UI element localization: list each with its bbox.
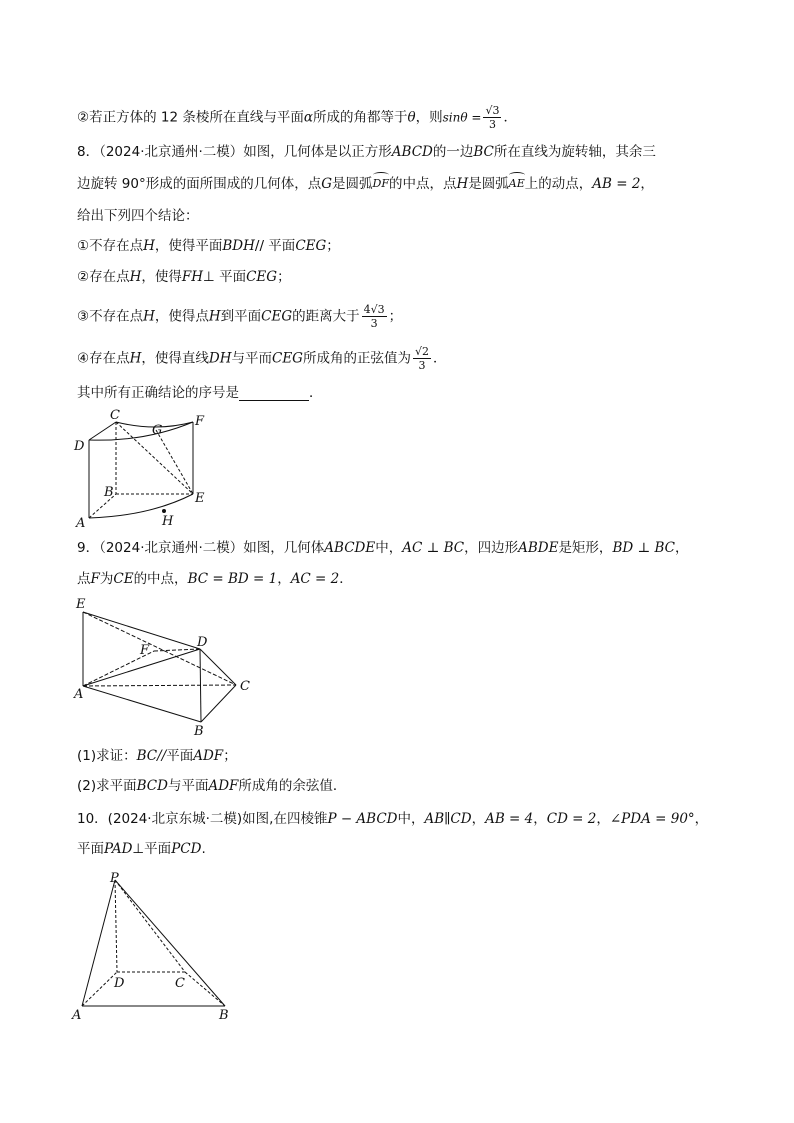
label-p: P bbox=[110, 871, 119, 886]
q8-conclusion-4: ④存在点H，使得直线DH与平而CEG所成角的正弦值为 $\frac{√2}{3}$ ． bbox=[77, 345, 447, 372]
q8-line-1: 8．（2024·北京通州·二模）如图，几何体是以正方形ABCD的一边BC所在直线为旋转轴，其余三 bbox=[77, 144, 656, 160]
edge-pa bbox=[82, 880, 115, 1006]
edge-ec bbox=[83, 612, 236, 685]
label-f: F bbox=[195, 414, 205, 429]
point-h bbox=[162, 509, 166, 513]
arc-df: DF bbox=[373, 175, 389, 193]
label-f: F bbox=[140, 643, 150, 658]
q8-figure bbox=[70, 408, 220, 530]
four-sqrt3-over-3-fraction: $\frac{4√3}{3}$ bbox=[363, 303, 385, 330]
sin-expression: sinθ = bbox=[442, 110, 482, 125]
edge-ge bbox=[156, 430, 193, 494]
stmt2-then: ，则 bbox=[415, 109, 443, 126]
theta-symbol: θ bbox=[407, 109, 416, 126]
q8-line-2: 边旋转 90°形成的面所围成的几何体，点G是圆弧DF的中点，点H是圆弧AE上的动点，AB = 2， bbox=[77, 176, 654, 192]
label-h: H bbox=[162, 514, 174, 529]
alpha-symbol: α bbox=[303, 109, 313, 126]
q10-figure bbox=[68, 866, 248, 1026]
edge-pc bbox=[115, 880, 185, 972]
label-a: A bbox=[72, 1008, 82, 1023]
label-d: D bbox=[197, 635, 208, 650]
answer-blank[interactable] bbox=[239, 386, 309, 401]
edge-cb bbox=[185, 972, 225, 1006]
q8-conclusion-1: ①不存在点H，使得平面BDH// 平面CEG； bbox=[77, 238, 340, 254]
sqrt2-over-3-fraction: $\frac{√2}{3}$ bbox=[414, 345, 429, 372]
q8-question: 其中所有正确结论的序号是 ． bbox=[77, 385, 323, 401]
stmt2-end: ． bbox=[503, 109, 517, 126]
statement-2 bbox=[77, 104, 517, 131]
stmt2-mid: 所成的角都等于 bbox=[313, 109, 408, 126]
label-d: D bbox=[74, 439, 85, 454]
edge-ad bbox=[82, 972, 117, 1006]
q9-figure bbox=[70, 594, 260, 740]
label-b: B bbox=[219, 1008, 229, 1023]
q10-line-1: 10．(2024·北京东城·二模)如图,在四棱锥P − ABCD中，AB∥CD，AB = 4，CD = 2，∠PDA = 90°， bbox=[77, 811, 709, 827]
q9-line-1: 9．（2024·北京通州·二模）如图，几何体ABCDE中，AC ⊥ BC，四边形ABDE是矩形，BD ⊥ BC， bbox=[77, 540, 689, 556]
label-b: B bbox=[104, 485, 114, 500]
edge-pb bbox=[115, 880, 225, 1006]
sqrt3-over-3-fraction: $\frac{√3}{3}$ bbox=[485, 104, 500, 131]
q9-sub-2: (2)求平面BCD与平面ADF所成角的余弦值． bbox=[77, 778, 347, 794]
arc-ae: AE bbox=[509, 175, 525, 193]
edge-dc bbox=[200, 649, 236, 685]
edge-ac bbox=[83, 685, 236, 686]
label-a: A bbox=[74, 687, 84, 702]
label-c: C bbox=[110, 408, 120, 423]
q8-conclusion-3: ③不存在点H，使得点H到平面CEG的距离大于 $\frac{4√3}{3}$ ； bbox=[77, 303, 403, 330]
label-e: E bbox=[195, 491, 205, 506]
edge-dc bbox=[89, 422, 116, 440]
q8-conclusion-2: ②存在点H，使得FH⊥ 平面CEG； bbox=[77, 269, 291, 285]
arc-dgf-front bbox=[89, 422, 193, 440]
label-c: C bbox=[240, 679, 250, 694]
label-e: E bbox=[76, 597, 86, 612]
edge-bc bbox=[201, 685, 236, 722]
q10-line-2: 平面PAD⊥平面PCD. bbox=[77, 841, 206, 857]
q9-sub-1: (1)求证：BC//平面ADF； bbox=[77, 748, 237, 764]
q9-line-2: 点F为CE的中点，BC = BD = 1，AC = 2． bbox=[77, 571, 353, 587]
stmt2-prefix: ②若正方体的 12 条棱所在直线与平面 bbox=[77, 109, 304, 126]
edge-pd bbox=[115, 880, 117, 972]
label-d: D bbox=[114, 976, 125, 991]
label-b: B bbox=[194, 724, 204, 739]
q8-line-3: 给出下列四个结论： bbox=[77, 208, 199, 224]
edge-ab bbox=[83, 686, 201, 722]
label-c: C bbox=[175, 976, 185, 991]
label-a: A bbox=[76, 516, 86, 530]
label-g: G bbox=[152, 423, 163, 438]
